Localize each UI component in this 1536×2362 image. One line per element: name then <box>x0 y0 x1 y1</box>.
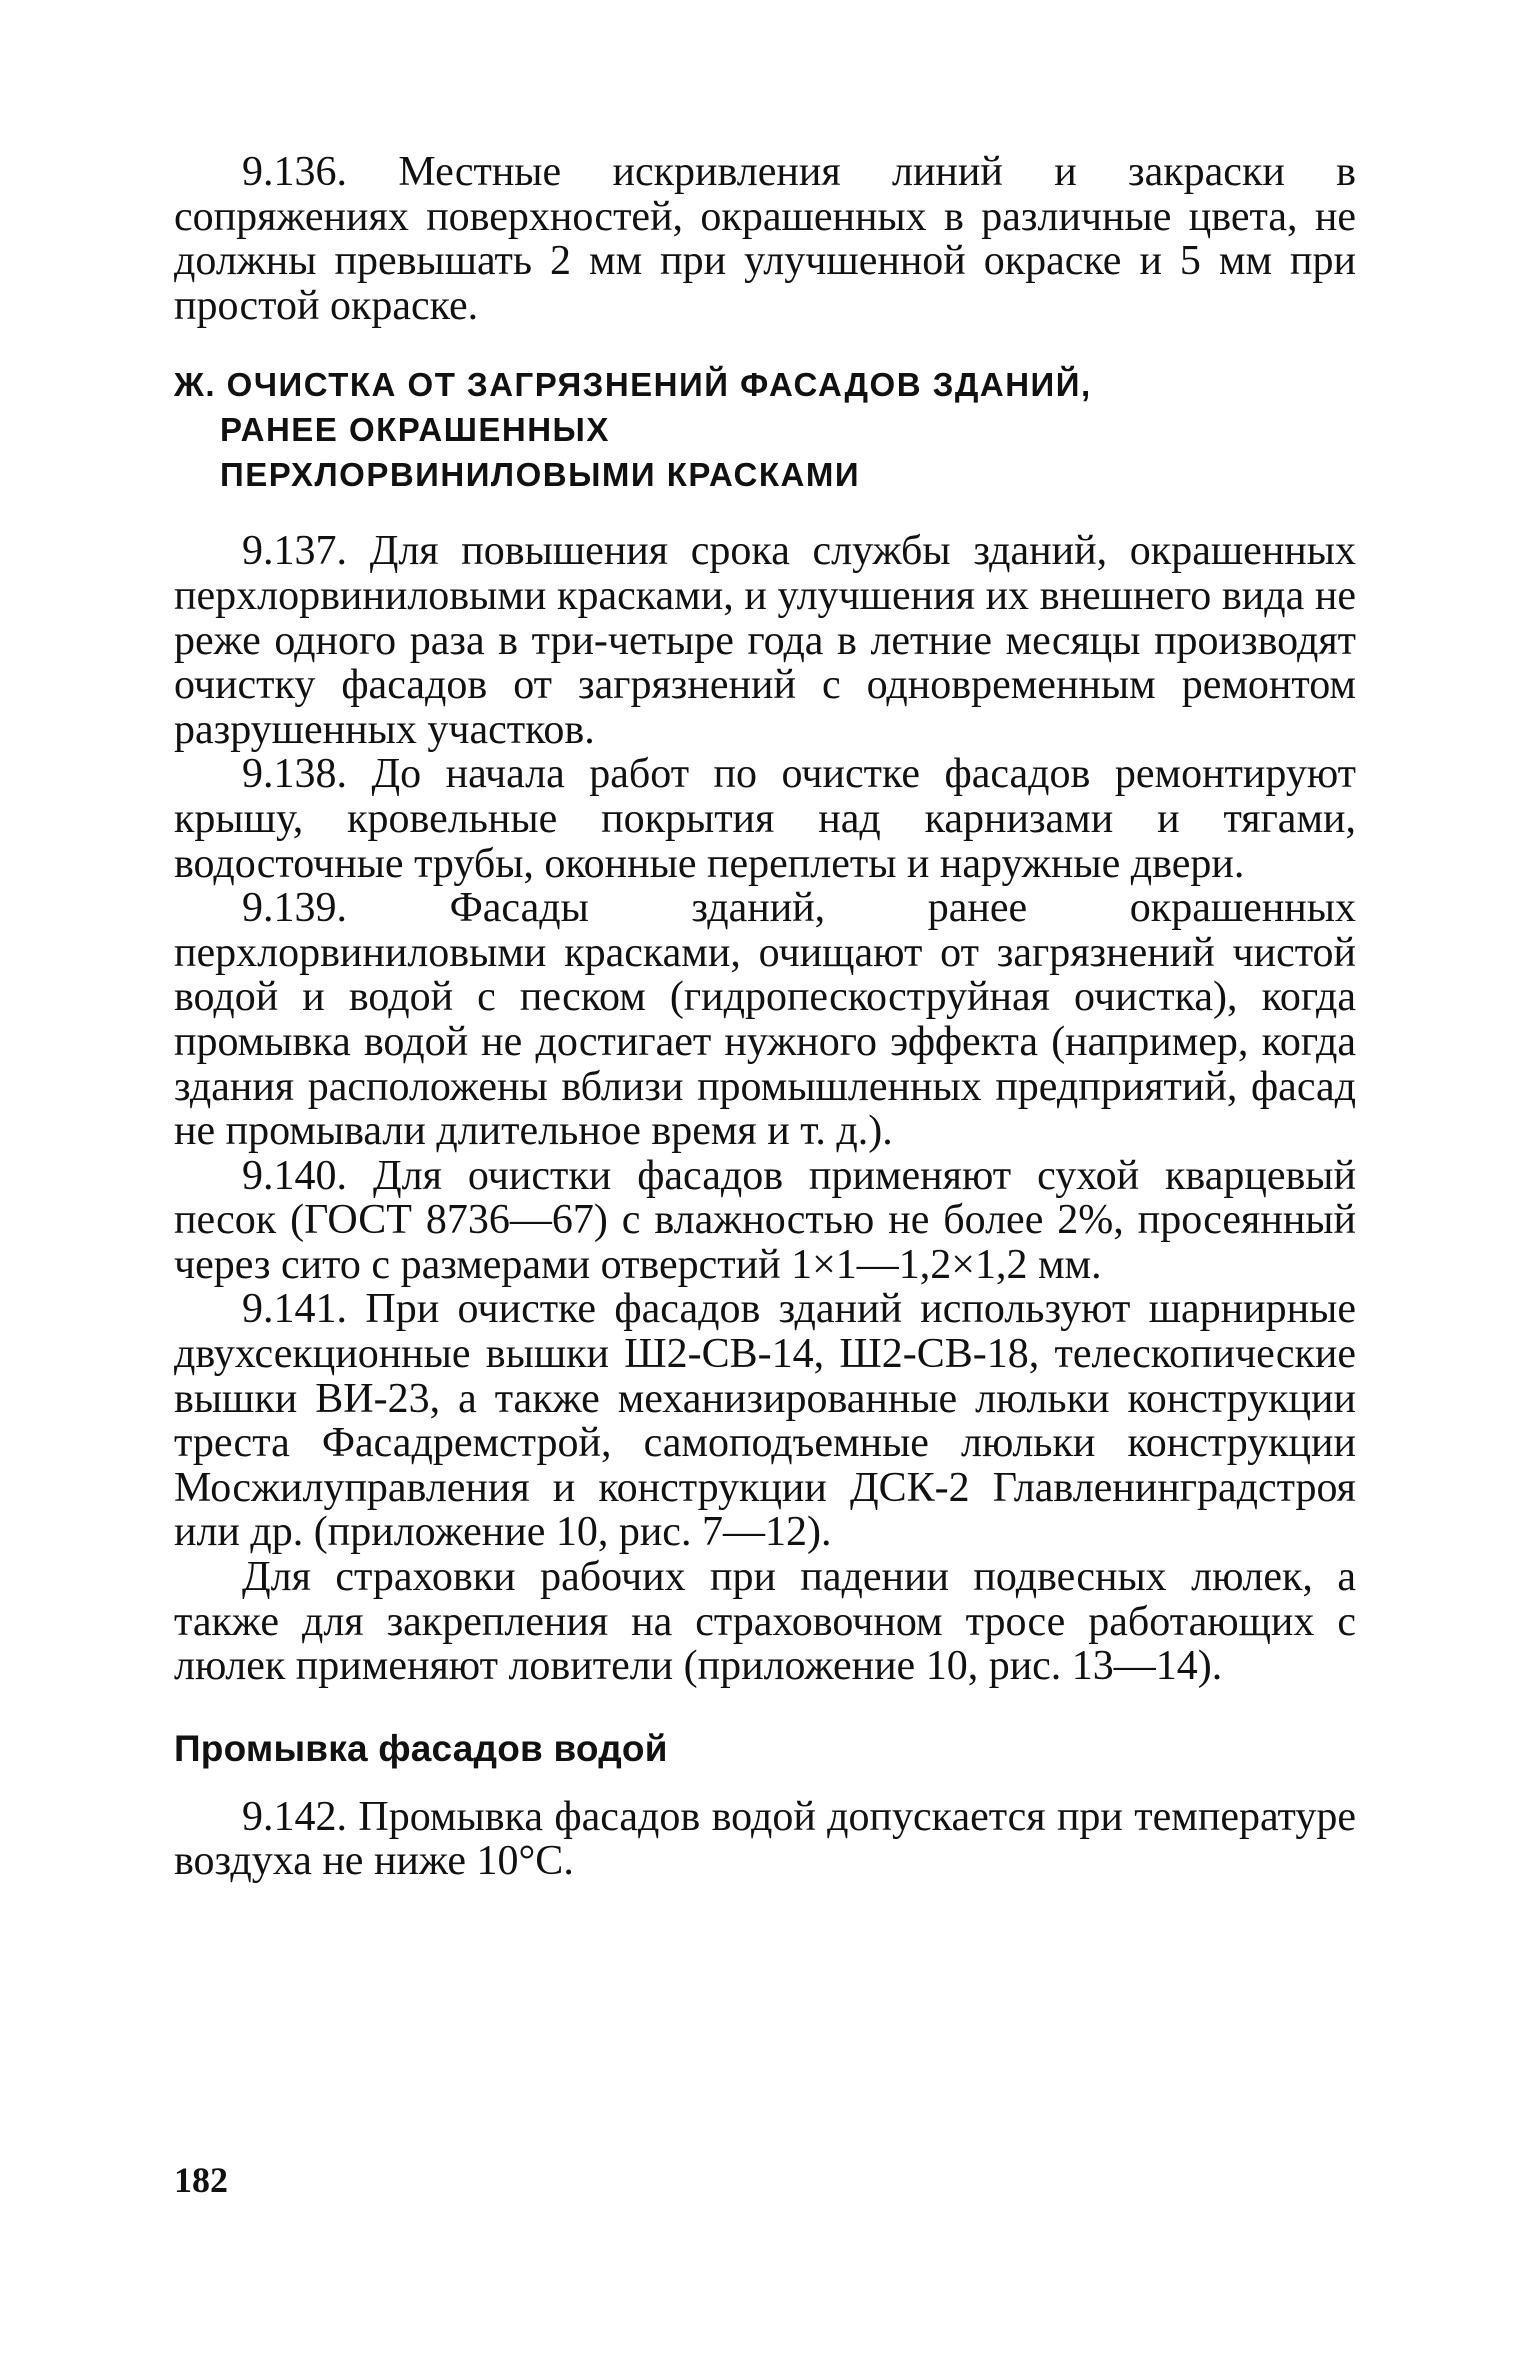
paragraph-9-140: 9.140. Для очистки фасадов применяют сухой кварцевый песок (ГОСТ 8736—67) с влажностью не более 2%, просеянный через сито с размерами отверстий 1×1—1,2×1,2 мм. <box>174 1152 1356 1288</box>
paragraph-9-136: 9.136. Местные искривления линий и закраски в сопряжениях поверхностей, окрашенных в различные цвета, не должны превышать 2 мм при улучшенной окраске и 5 мм при простой окраске. <box>174 149 1356 329</box>
paragraph-9-137: 9.137. Для повышения срока службы зданий, окрашенных перхлорвиниловыми красками, и улучшения их внешнего вида не реже одного раза в три-четыре года в летние месяцы производят очистку фасадов от загрязнений с одновременным ремонтом разрушенных участков. <box>174 528 1356 753</box>
section-heading-line-2: РАНЕЕ ОКРАШЕННЫХ <box>220 411 610 449</box>
page-body <box>174 150 1356 1884</box>
paragraph-9-138: 9.138. До начала работ по очистке фасадов ремонтируют крышу, кровельные покрытия над карнизами и тягами, водосточные трубы, оконные переплеты и наружные двери. <box>174 751 1356 887</box>
section-heading <box>174 362 1356 497</box>
section-heading-line-1: Ж. ОЧИСТКА ОТ ЗАГРЯЗНЕНИЙ ФАСАДОВ ЗДАНИЙ, <box>174 366 1092 404</box>
page-number: 182 <box>174 2160 228 2200</box>
subheading-facade-washing: Промывка фасадов водой <box>174 1727 668 1769</box>
paragraph-safety-catchers: Для страховки рабочих при падении подвесных люлек, а также для закрепления на страховочном тросе работающих с люлек применяют ловители (приложение 10, рис. 13—14). <box>174 1554 1356 1690</box>
paragraph-9-141: 9.141. При очистке фасадов зданий используют шарнирные двухсекционные вышки Ш2-СВ-14, Ш2-СВ-18, телескопические вышки ВИ-23, а также механизированные люльки конструкции треста Фасадремстрой, самоподъемные люльки конструкции Мосжилуправления и конструкции ДСК-2 Главленинградстроя или др. (приложение 10, рис. 7—12). <box>174 1286 1356 1556</box>
section-heading-line-3: ПЕРХЛОРВИНИЛОВЫМИ КРАСКАМИ <box>220 456 861 494</box>
paragraph-9-142: 9.142. Промывка фасадов водой допускается при температуре воздуха не ниже 10°С. <box>174 1793 1356 1885</box>
paragraph-9-139: 9.139. Фасады зданий, ранее окрашенных перхлорвиниловыми красками, очищают от загрязнений чистой водой и водой с песком (гидропескоструйная очистка), когда промывка водой не достигает нужного эффекта (например, когда здания расположены вблизи промышленных предприятий, фасад не промывали длительное время и т. д.). <box>174 885 1356 1155</box>
